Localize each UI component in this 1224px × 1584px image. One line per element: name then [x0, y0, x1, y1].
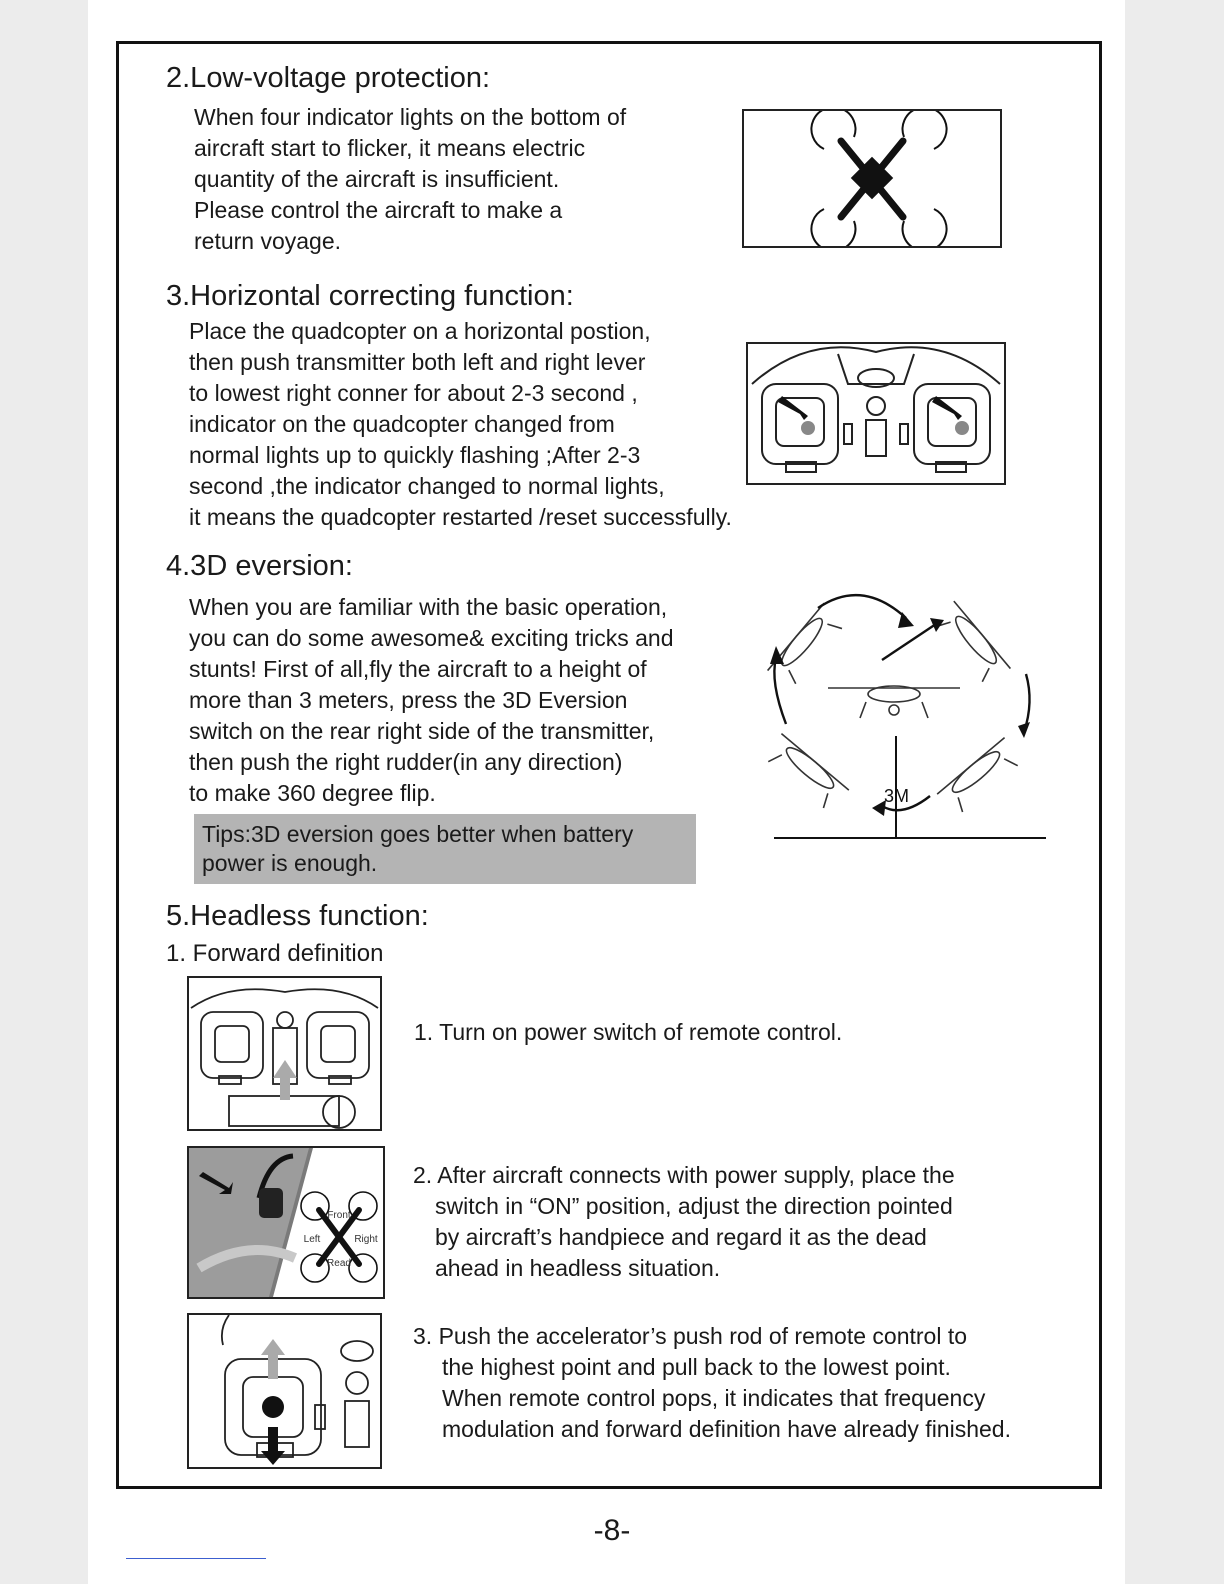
- throttle-push-figure: [187, 1313, 382, 1469]
- step2-rest: switch in “ON” position, adjust the direction pointed by aircraft’s handpiece and regard it as the dead ahead in headless situation.: [435, 1193, 953, 1281]
- drone-top-left: [768, 603, 848, 690]
- drone-center: [828, 686, 960, 718]
- transmitter-lever-figure: [746, 342, 1006, 485]
- step2-first-line: 2. After aircraft connects with power supply, place the: [413, 1162, 955, 1188]
- drone-bottom-right: [937, 738, 1024, 818]
- drone-top-right: [931, 601, 1011, 688]
- rear-label: Read: [327, 1258, 351, 1269]
- height-label: 3M: [884, 786, 910, 806]
- drone-bottom-left: [762, 734, 849, 814]
- left-label: Left: [303, 1234, 321, 1245]
- throttle-stick-icon: [189, 1315, 380, 1467]
- aircraft-switch-icon: [189, 1148, 383, 1297]
- forward-definition-subheading: 1. Forward definition: [166, 940, 384, 967]
- headless-heading: 5.Headless function:: [166, 900, 429, 932]
- remote-power-figure: [187, 976, 382, 1131]
- step3-rest: the highest point and pull back to the lowest point. When remote control pops, it indicates that frequency modulation and forward definition have already finished.: [442, 1354, 1011, 1442]
- flip-diagram-svg: [762, 582, 1050, 844]
- transmitter-icon: [748, 344, 1004, 483]
- quadcopter-icon: [744, 111, 1000, 246]
- right-label: Right: [354, 1234, 378, 1245]
- low-voltage-text: When four indicator lights on the bottom of aircraft start to flicker, it means electric quantity of the aircraft is insufficient. Please control the aircraft to make a return voyage.: [194, 104, 627, 254]
- page-number: -8-: [593, 1514, 631, 1547]
- quadcopter-topview-figure: [742, 109, 1002, 248]
- remote-front-icon: [189, 978, 380, 1129]
- eversion-text: When you are familiar with the basic operation, you can do some awesome& exciting tricks and stunts! First of all,fly the aircraft to a height of more than 3 meters, press the 3D Eversion switch on the rear right side of the transmitter, then push the right rudder(in any direction) to make 360 degree flip.: [189, 594, 674, 806]
- horizontal-heading: 3.Horizontal correcting function:: [166, 280, 574, 312]
- footer-link-underline: [126, 1558, 266, 1559]
- step3-first-line: 3. Push the accelerator’s push rod of remote control to: [413, 1323, 968, 1349]
- low-voltage-heading: 2.Low-voltage protection:: [166, 62, 491, 94]
- front-label: Front: [327, 1210, 351, 1221]
- flip-diagram: [762, 582, 1050, 844]
- horizontal-text: Place the quadcopter on a horizontal postion, then push transmitter both left and right lever to lowest right conner for about 2-3 second , indicator on the quadcopter changed from normal lights up to quickly flashing ;After 2-3 second ,the indicator changed to normal lights, it means the quadcopter restarted /reset successfully.: [189, 318, 732, 530]
- aircraft-power-figure: [187, 1146, 385, 1299]
- eversion-heading: 4.3D eversion:: [166, 550, 353, 582]
- tips-box: Tips:3D eversion goes better when battery power is enough.: [194, 814, 696, 884]
- step1-text: 1. Turn on power switch of remote control.: [414, 1019, 843, 1045]
